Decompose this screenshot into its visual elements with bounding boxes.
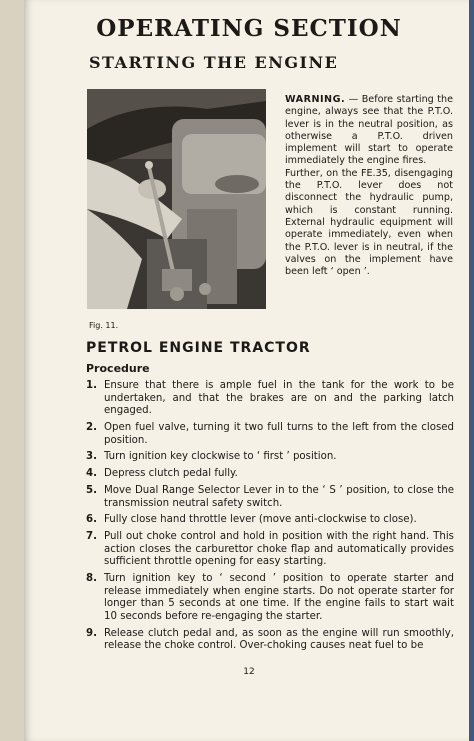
warning-text: — Before starting the engine, always see that the P.T.O. lever is in the neutral position, as otherwise a P.T.O. driven implement will start to operate immediately the engine fires. (285, 94, 453, 167)
warning-text-2: Further, on the FE.35, disengaging the P.T.O. lever does not disconnect the hydraulic pump, which is constant running. External hydraulic equipment will operate immediately, even when the P.T.O. lever is in neutral, if the valves on the implement have been left ‘ open ’. (285, 167, 453, 278)
step-text: Move Dual Range Selector Lever in to the ‘ S ’ position, to close the transmission neutral safety switch. (104, 484, 454, 509)
procedure-step (86, 573, 454, 623)
procedure-step (86, 468, 454, 481)
engine-photo (87, 89, 266, 309)
warning-lead: WARNING. (285, 94, 346, 105)
step-text: Open fuel valve, turning it two full turns to the left from the closed position. (104, 421, 454, 446)
section-heading: PETROL ENGINE TRACTOR (86, 340, 311, 356)
procedure-heading: Procedure (86, 362, 150, 375)
step-text: Ensure that there is ample fuel in the tank for the work to be undertaken, and that the brakes are on and the parking latch engaged. (104, 380, 454, 417)
procedure-steps (86, 380, 454, 657)
step-number: 7. (86, 531, 97, 543)
step-number: 1. (86, 380, 97, 391)
step-number: 4. (86, 468, 97, 480)
step-number: 8. (86, 573, 97, 585)
page-subtitle: STARTING THE ENGINE (89, 53, 339, 72)
step-number: 5. (86, 484, 97, 496)
step-number: 6. (86, 514, 97, 526)
page-number: 12 (243, 667, 255, 677)
step-text: Release clutch pedal and, as soon as the engine will run smoothly, release the choke control. Over-choking causes neat fuel to be (104, 627, 454, 652)
section-title: OPERATING SECTION (96, 15, 402, 42)
step-text: Turn ignition key clockwise to ‘ first ’ position. (104, 451, 337, 463)
procedure-step (86, 451, 454, 464)
step-text: Fully close hand throttle lever (move anti-clockwise to close). (104, 514, 417, 526)
procedure-step (86, 485, 454, 510)
warning-note (285, 94, 453, 278)
procedure-step (86, 422, 454, 447)
procedure-step (86, 628, 454, 653)
step-text: Turn ignition key to ‘ second ’ position to operate starter and release immediately when engine starts. Do not operate starter for longer than 5 seconds at one time. If the engine fails to start wait 10 seconds before re-engaging the starter. (104, 573, 454, 622)
step-number: 9. (86, 627, 97, 639)
step-text: Pull out choke control and hold in position with the right hand. This action closes the carburettor choke flap and automatically provides sufficient throttle opening for easy starting. (104, 531, 454, 568)
step-text: Depress clutch pedal fully. (104, 468, 238, 480)
procedure-step (86, 514, 454, 527)
figure-caption: Fig. 11. (89, 321, 119, 330)
step-number: 2. (86, 421, 97, 433)
engine-photo-illustration (87, 89, 266, 309)
procedure-step (86, 531, 454, 569)
step-number: 3. (86, 451, 97, 463)
page-edge (469, 0, 474, 741)
procedure-step (86, 380, 454, 418)
